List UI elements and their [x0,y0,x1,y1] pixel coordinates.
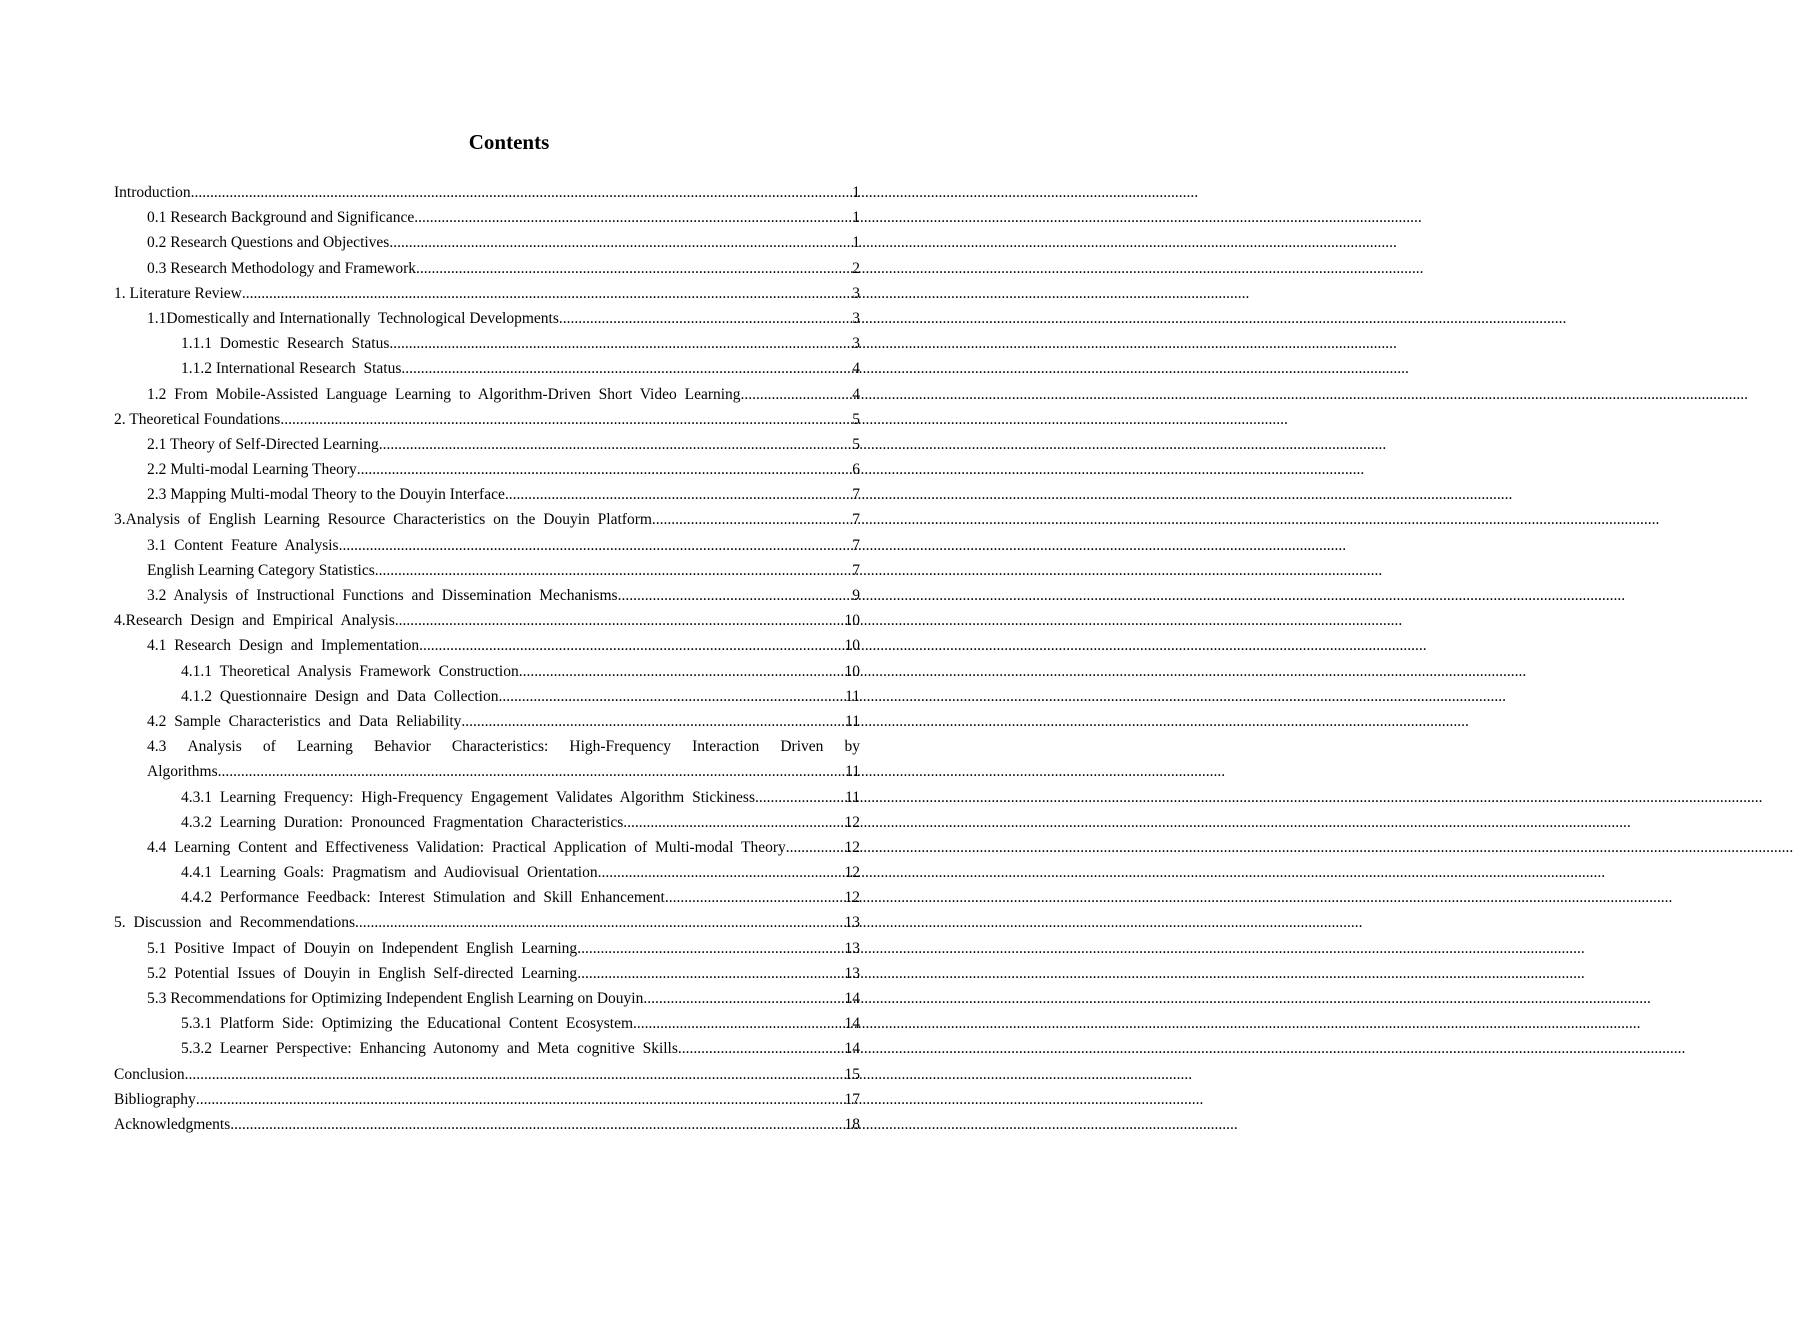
toc-entry-4-4[interactable] [114,835,860,860]
toc-page-number: 10 [844,612,860,630]
toc-entry-label: 3.1 Content Feature Analysis [147,536,339,554]
toc-entry-5-3-1[interactable] [114,1011,860,1036]
toc-entry-1-2[interactable] [114,382,860,407]
toc-entry-label: 3.Analysis of English Learning Resource Characteristics on the Douyin Platform [114,511,652,529]
toc-entry-5-1[interactable] [114,936,860,961]
toc-entry-bibliography[interactable] [114,1087,860,1112]
toc-entry-4-4-1[interactable] [114,860,860,885]
toc-entry-label: 5.3.1 Platform Side: Optimizing the Educational Content Ecosystem [181,1015,634,1033]
toc-entry-word: Characteristics: [451,738,549,756]
toc-entry-4-3-2[interactable] [114,810,860,835]
toc-entry-label: Introduction [114,184,191,201]
toc-page-number: 13 [844,939,860,957]
dot-leader [280,407,852,432]
table-of-contents [114,180,860,1137]
toc-entry-label: 1.1.1 Domestic Research Status [181,335,390,353]
dot-leader [643,986,844,1011]
toc-page-number: 7 [852,536,860,554]
toc-page-number: 1 [852,184,860,201]
toc-entry-3-2[interactable] [114,583,860,608]
toc-entry-label: 1.1.2 International Research Status [181,360,402,378]
toc-entry-label: 4.3.2 Learning Duration: Pronounced Fragmentation Characteristics [181,813,624,831]
dot-leader [633,1011,844,1036]
dot-leader [577,961,844,986]
toc-entry-4-1-2[interactable] [114,684,860,709]
toc-entry-label: 4.4.2 Performance Feedback: Interest Stimulation and Skill Enhancement [181,889,665,907]
toc-entry-label: 4.1.1 Theoretical Analysis Framework Construction [181,662,519,680]
toc-entry-0-2[interactable] [114,230,860,255]
toc-page-number: 9 [852,587,860,604]
toc-page-number: 12 [844,864,860,882]
toc-entry-conclusion[interactable] [114,1062,860,1087]
toc-page-number: 4 [852,360,860,378]
dot-leader [196,1087,845,1112]
toc-entry-label: 0.1 Research Background and Significance [147,209,415,227]
toc-page-number: 12 [844,813,860,831]
toc-entry-3[interactable] [114,507,860,532]
toc-entry-label: 1.1Domestically and Internationally Technological Developments [147,309,559,327]
toc-page-number: 13 [844,964,860,982]
toc-entry-label: 0.2 Research Questions and Objectives [147,234,390,252]
dot-leader [665,885,845,910]
dot-leader [623,810,844,835]
dot-leader [652,507,852,532]
toc-entry-label: Conclusion [114,1065,185,1083]
toc-entry-word: Behavior [373,738,431,756]
toc-page-number: 3 [852,309,860,327]
page-title: Contents [468,130,550,154]
toc-page-number: 5 [852,410,860,428]
toc-entry-category-statistics[interactable] [114,558,860,583]
toc-entry-2-3[interactable] [114,482,860,507]
toc-entry-label: 4.1 Research Design and Implementation [147,637,420,655]
dot-leader [379,432,853,457]
toc-entry-label-line2 [147,759,860,784]
toc-entry-label: Algorithms [147,763,218,781]
toc-page-number: 2 [852,259,860,277]
toc-entry-1-1[interactable] [114,306,860,331]
toc-entry-4-3[interactable] [114,734,860,784]
toc-entry-label: 5.2 Potential Issues of Douyin in English Self-directed Learning [147,964,578,982]
toc-page-number: 10 [844,637,860,655]
toc-entry-1-1-1[interactable] [114,331,860,356]
dot-leader [741,382,853,407]
dot-leader [414,205,852,230]
toc-page-number: 3 [852,335,860,353]
toc-entry-4-3-1[interactable] [114,785,860,810]
dot-leader [419,633,844,658]
toc-entry-word: High-Frequency [569,738,671,756]
dot-leader [678,1036,845,1061]
dot-leader [416,256,852,281]
toc-page-number: 15 [844,1065,860,1083]
dot-leader [242,281,852,306]
toc-entry-2-1[interactable] [114,432,860,457]
toc-entry-5-3-2[interactable] [114,1036,860,1061]
dot-leader [191,180,853,205]
toc-entry-4-1[interactable] [114,633,860,658]
toc-entry-label: 2. Theoretical Foundations [114,410,281,428]
toc-page-number: 7 [852,486,860,504]
toc-entry-4[interactable] [114,608,860,633]
dot-leader [461,709,845,734]
toc-entry-4-2[interactable] [114,709,860,734]
toc-entry-label: 5. Discussion and Recommendations [114,914,356,932]
toc-entry-0-3[interactable] [114,256,860,281]
toc-entry-label: 4.3.1 Learning Frequency: High-Frequency Engagement Validates Algorithm Stickiness [181,788,755,806]
toc-entry-2-2[interactable] [114,457,860,482]
toc-page-number: 5 [852,435,860,453]
toc-page-number: 17 [844,1090,860,1108]
toc-page-number: 18 [844,1115,860,1133]
toc-entry-label: 4.1.2 Questionnaire Design and Data Collection [181,687,499,705]
toc-entry-5-2[interactable] [114,961,860,986]
dot-leader [598,860,845,885]
dot-leader [375,558,853,583]
toc-entry-5-3[interactable] [114,986,860,1011]
dot-leader [357,457,852,482]
dot-leader [559,306,852,331]
toc-page-number: 7 [852,561,860,579]
toc-entry-label: 4.4.1 Learning Goals: Pragmatism and Audiovisual Orientation [181,864,598,882]
dot-leader [389,230,852,255]
toc-page-number: 6 [852,461,860,479]
toc-page-number: 1 [852,234,860,252]
toc-entry-word: Driven [780,738,824,756]
toc-entry-label: 0.3 Research Methodology and Framework [147,259,417,277]
toc-page-number: 14 [844,1040,860,1058]
dot-leader [355,910,844,935]
dot-leader [185,1062,845,1087]
toc-entry-label: Bibliography [114,1090,196,1108]
toc-entry-5[interactable] [114,910,860,935]
toc-page-number: 1 [852,209,860,227]
toc-entry-word: of [262,738,276,756]
toc-entry-label: 4.4 Learning Content and Effectiveness Validation: Practical Application of Multi-modal Theory [147,838,786,856]
toc-entry-label: 4.2 Sample Characteristics and Data Reliability [147,712,462,730]
dot-leader [755,785,845,810]
toc-entry-3-1[interactable] [114,533,860,558]
toc-entry-label: 1. Literature Review [114,284,242,302]
toc-entry-4-1-1[interactable] [114,659,860,684]
toc-entry-label: English Learning Category Statistics [147,561,375,579]
toc-entry-label: 2.3 Mapping Multi-modal Theory to the Douyin Interface [147,486,505,504]
toc-entry-label: 1.2 From Mobile-Assisted Language Learning to Algorithm-Driven Short Video Learning [147,385,741,403]
toc-entry-4-4-2[interactable] [114,885,860,910]
toc-entry-0-1[interactable] [114,205,860,230]
toc-entry-1[interactable] [114,281,860,306]
toc-page-number: 12 [844,838,860,856]
toc-entry-word: Interaction [692,738,760,756]
toc-page-number: 10 [844,662,860,680]
toc-entry-word: 4.3 [147,738,167,756]
toc-page-number: 11 [845,763,860,781]
dot-leader [618,583,853,608]
toc-page-number: 14 [844,1015,860,1033]
toc-entry-label: 2.1 Theory of Self-Directed Learning [147,435,379,453]
toc-entry-label: 5.3.2 Learner Perspective: Enhancing Autonomy and Meta cognitive Skills [181,1040,678,1058]
dot-leader [786,835,845,860]
toc-entry-2[interactable] [114,407,860,432]
dot-leader [218,759,845,784]
toc-page-number: 11 [845,687,860,705]
toc-page-number: 11 [845,788,860,806]
dot-leader [401,356,852,381]
dot-leader [389,331,852,356]
toc-entry-label: 5.1 Positive Impact of Douyin on Independent English Learning [147,939,578,957]
toc-entry-label: 2.2 Multi-modal Learning Theory [147,461,357,479]
toc-entry-word: by [844,738,860,756]
dot-leader [505,482,852,507]
toc-entry-label: 5.3 Recommendations for Optimizing Independent English Learning on Douyin [147,990,644,1008]
toc-entry-label: 3.2 Analysis of Instructional Functions and Dissemination Mechanisms [147,587,618,604]
toc-page-number: 4 [852,385,860,403]
toc-entry-label-line1 [147,734,860,759]
dot-leader [577,936,844,961]
toc-page-number: 7 [852,511,860,529]
toc-entry-introduction[interactable] [114,180,860,205]
dot-leader [498,684,845,709]
toc-page-number: 3 [852,284,860,302]
toc-entry-word: Analysis [187,738,242,756]
dot-leader [519,659,845,684]
toc-page-number: 13 [844,914,860,932]
toc-page-number: 14 [844,990,860,1008]
toc-entry-1-1-2[interactable] [114,356,860,381]
dot-leader [230,1112,844,1137]
toc-entry-word: Learning [296,738,353,756]
dot-leader [395,608,845,633]
toc-entry-label: Acknowledgments [114,1115,231,1133]
toc-page-number: 12 [844,889,860,907]
toc-entry-label: 4.Research Design and Empirical Analysis [114,612,395,630]
dot-leader [339,533,853,558]
toc-page-number: 11 [845,712,860,730]
toc-entry-acknowledgments[interactable] [114,1112,860,1137]
